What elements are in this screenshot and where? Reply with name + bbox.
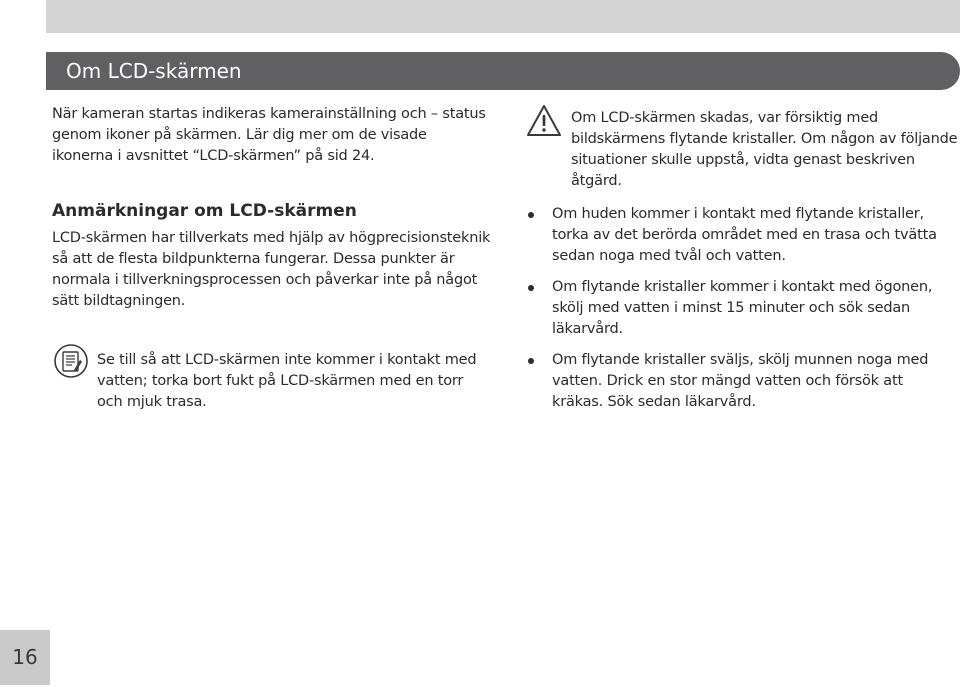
page-number-box [0, 630, 50, 685]
top-decor-bar [46, 0, 960, 33]
intro-paragraph: När kameran startas indikeras kamerainställning och – status genom ikoner på skärmen. Lär dig mer om de visade ikonerna i avsnittet “LCD-skärmen” på sid 24. [52, 106, 486, 164]
notes-paragraph: LCD-skärmen har tillverkats med hjälp av högprecisionsteknik så att de flesta bildpunkterna fungerar. Dessa punkter är normala i tillverkningsprocessen och påverkar inte på något sätt bildtagningen. [52, 230, 491, 309]
notes-heading: Anmärkningar om LCD-skärmen [52, 201, 357, 221]
page-number: 16 [12, 645, 38, 669]
memo-text: Se till så att LCD-skärmen inte kommer i kontakt med vatten; torka bort fukt på LCD-skärmen med en torr och mjuk trasa. [97, 352, 477, 410]
page-title: Om LCD-skärmen [66, 59, 242, 83]
list-item [520, 204, 950, 267]
first-aid-list [520, 204, 950, 423]
section-title-bar [46, 52, 960, 90]
list-item-text: Om flytande kristaller sväljs, skölj munnen noga med vatten. Drick en stor mängd vatten och försök att kräkas. Sök sedan läkarvård. [552, 352, 929, 410]
warning-icon [526, 104, 562, 138]
warning-text: Om LCD-skärmen skadas, var försiktig med bildskärmens flytande kristaller. Om någon av följande situationer skulle uppstå, vidta genast beskriven åtgärd. [571, 110, 958, 189]
list-item-text: Om flytande kristaller kommer i kontakt med ögonen, skölj med vatten i minst 15 minuter och sök sedan läkarvård. [552, 279, 933, 337]
memo-icon [54, 344, 88, 378]
list-item-text: Om huden kommer i kontakt med flytande kristaller, torka av det berörda området med en trasa och tvätta sedan noga med tvål och vatten. [552, 206, 937, 264]
list-item [520, 350, 950, 413]
bullet-dot [528, 285, 534, 291]
bullet-dot [528, 212, 534, 218]
bullet-dot [528, 358, 534, 364]
list-item [520, 277, 950, 340]
